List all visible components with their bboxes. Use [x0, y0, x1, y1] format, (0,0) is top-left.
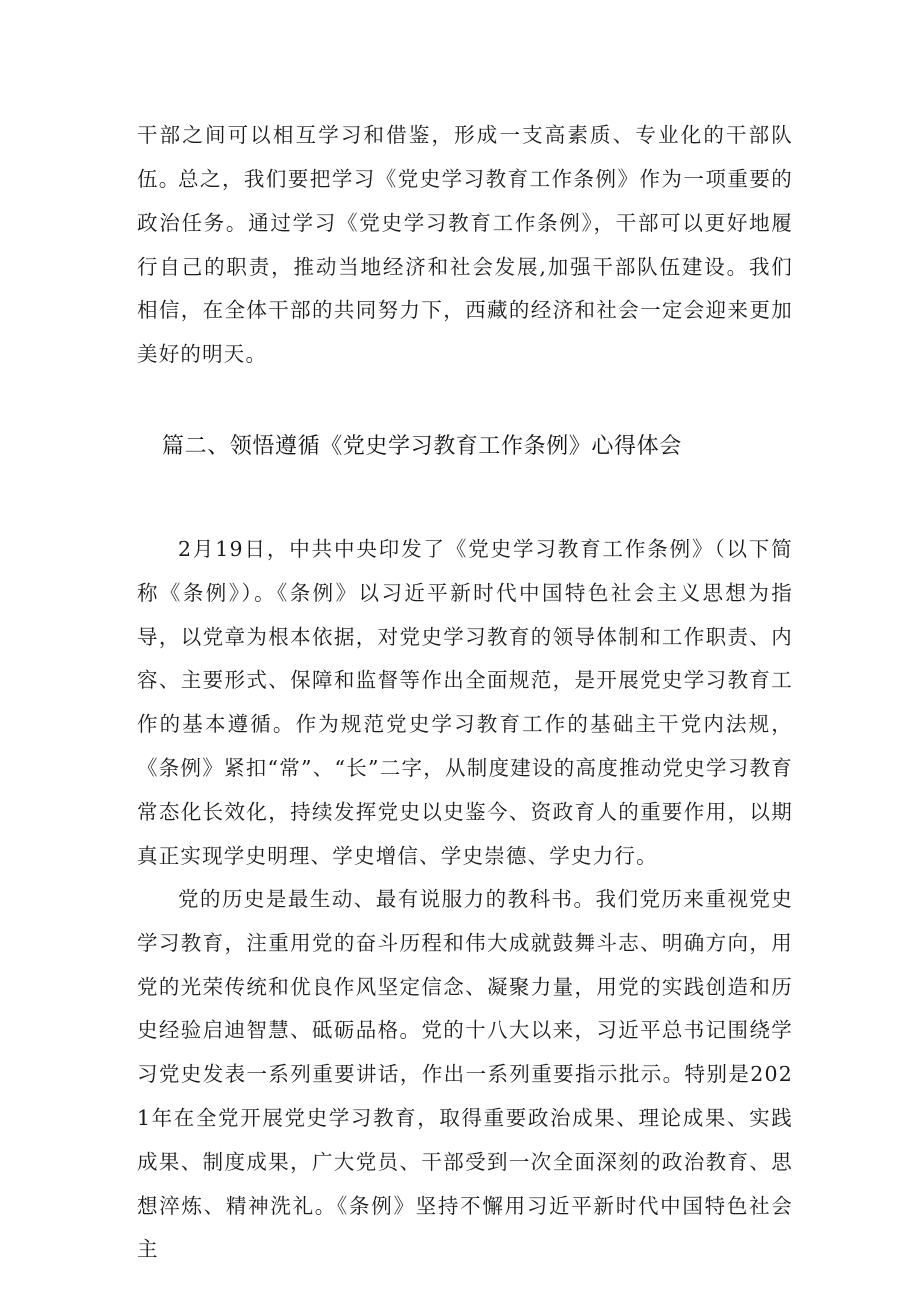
paragraph-history: 党的历史是最生动、最有说服力的教科书。我们党历来重视党史学习教育，注重用党的奋斗历程和伟大成就鼓舞斗志、明确方向，用党的光荣传统和优良作风坚定信念、凝聚力量，用党的实践创造和历史经验启迪智慧、砥砺品格。党的十八大以来，习近平总书记围绕学习党史发表一系列重要讲话，作出一系列重要指示批示。特别是2021年在全党开展党史学习教育，取得重要政治成果、理论成果、实践成果、制度成果，广大党员、干部受到一次全面深刻的政治教育、思想淬炼、精神洗礼。《条例》坚持不懈用习近平新时代中国特色社会主	[137, 887, 793, 1262]
section-heading: 篇二、领悟遵循《党史学习教育工作条例》心得体会	[162, 434, 682, 459]
paragraph-intro: 2月19日，中共中央印发了《党史学习教育工作条例》（以下简称《条例》）。《条例》以习近平新时代中国特色社会主义思想为指导，以党章为根本依据，对党史学习教育的领导体制和工作职责、内容、主要形式、保障和监督等作出全面规范，是开展党史学习教育工作的基本遵循。作为规范党史学习教育工作的基础主干党内法规，《条例》紧扣“常”、“长”二字，从制度建设的高度推动党史学习教育常态化长效化，持续发挥党史以史鉴今、资政育人的重要作用，以期真正实现学史明理、学史增信、学史崇德、学史力行。	[137, 537, 793, 868]
paragraph-conclusion: 总之，我们要把学习《党史学习教育工作条例》作为一项重要的政治任务。通过学习《党史学习教育工作条例》，干部可以更好地履行自己的职责，推动当地经济和社会发展,加强干部队伍建设。我们相信，在全体干部的共同努力下，西藏的经济和社会一定会迎来更加美好的明天。	[137, 167, 793, 367]
paragraph-continuation: 干部之间可以相互学习和借鉴，形成一支高素质、专业化的干部队伍。	[137, 123, 793, 191]
